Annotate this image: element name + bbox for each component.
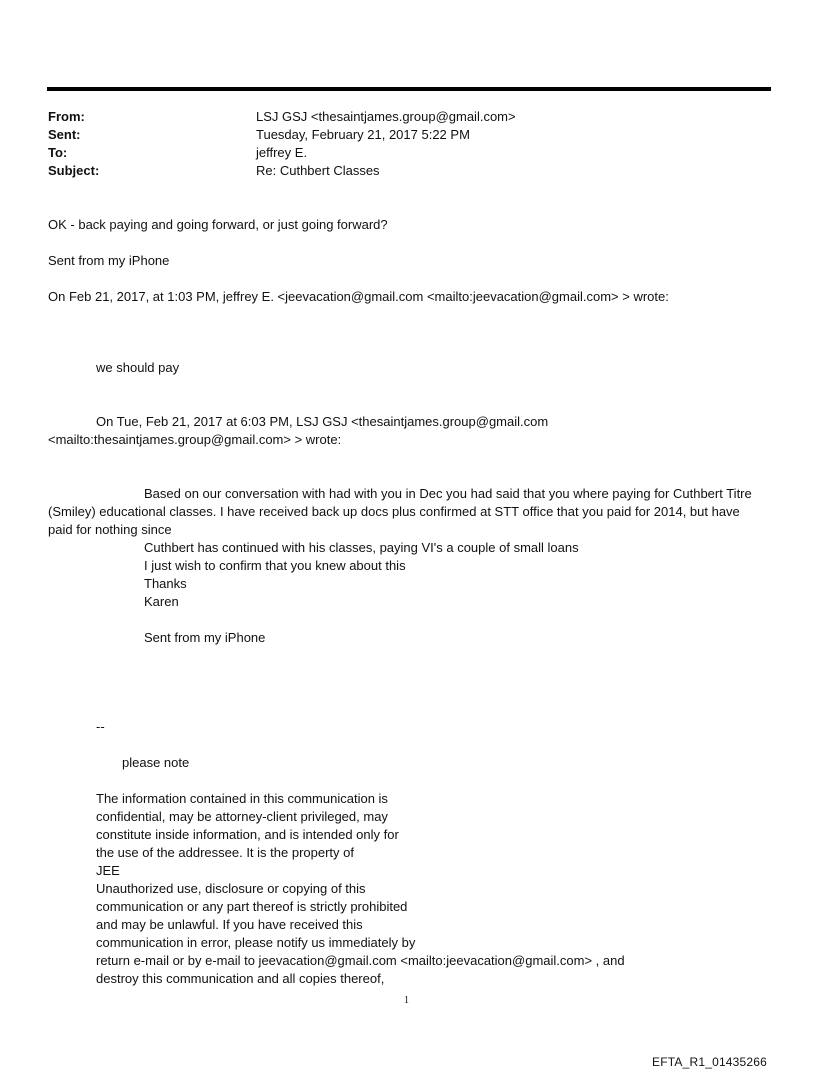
please-note: please note xyxy=(122,755,190,770)
to-value: jeffrey E. xyxy=(256,145,308,160)
original-message-paragraph: Based on our conversation with had with you in Dec you had said that you where paying for Cuthbert Titre (Smiley) educational classes. I have received back up docs plus confirmed at STT office that you paid for 2014, but have paid for nothing since xyxy=(48,486,752,537)
disclaimer-line: the use of the addressee. It is the property of xyxy=(96,845,354,860)
sent-label: Sent: xyxy=(48,127,81,142)
signature: Sent from my iPhone xyxy=(48,253,170,268)
disclaimer-line: confidential, may be attorney-client privileged, may xyxy=(96,809,388,824)
reply-text: OK - back paying and going forward, or just going forward? xyxy=(48,217,388,232)
quote-header: On Feb 21, 2017, at 1:03 PM, jeffrey E. <jeevacation@gmail.com <mailto:jeevacation@gmail.com> > wrote: xyxy=(48,289,669,304)
disclaimer-line: The information contained in this communication is xyxy=(96,791,388,806)
quoted-reply: we should pay xyxy=(96,360,180,375)
signature: Sent from my iPhone xyxy=(144,630,266,645)
quote-header-2-cont: <mailto:thesaintjames.group@gmail.com> > wrote: xyxy=(48,432,342,447)
page-number: 1 xyxy=(404,995,409,1006)
header-rule xyxy=(47,87,771,91)
disclaimer-line: communication in error, please notify us immediately by xyxy=(96,935,416,950)
subject-label: Subject: xyxy=(48,163,100,178)
disclaimer-line: return e-mail or by e-mail to jeevacation@gmail.com <mailto:jeevacation@gmail.com> , and xyxy=(96,953,625,968)
subject-value: Re: Cuthbert Classes xyxy=(256,163,380,178)
disclaimer-line: constitute inside information, and is intended only for xyxy=(96,827,399,842)
quote-header-2: On Tue, Feb 21, 2017 at 6:03 PM, LSJ GSJ <thesaintjames.group@gmail.com xyxy=(96,414,549,429)
original-line: Karen xyxy=(144,594,179,609)
disclaimer-line: communication or any part thereof is strictly prohibited xyxy=(96,899,408,914)
signature-separator: -- xyxy=(96,719,105,734)
from-value: LSJ GSJ <thesaintjames.group@gmail.com> xyxy=(256,109,516,124)
bates-number: EFTA_R1_01435266 xyxy=(652,1055,768,1069)
to-label: To: xyxy=(48,145,68,160)
disclaimer-line: and may be unlawful. If you have received this xyxy=(96,917,363,932)
sent-value: Tuesday, February 21, 2017 5:22 PM xyxy=(256,127,470,142)
original-line: Thanks xyxy=(144,576,187,591)
disclaimer-line: Unauthorized use, disclosure or copying of this xyxy=(96,881,366,896)
from-label: From: xyxy=(48,109,85,124)
disclaimer-line: JEE xyxy=(96,863,120,878)
disclaimer-line: destroy this communication and all copies thereof, xyxy=(96,971,385,986)
original-line: I just wish to confirm that you knew about this xyxy=(144,558,406,573)
original-line: Cuthbert has continued with his classes, paying VI's a couple of small loans xyxy=(144,540,579,555)
